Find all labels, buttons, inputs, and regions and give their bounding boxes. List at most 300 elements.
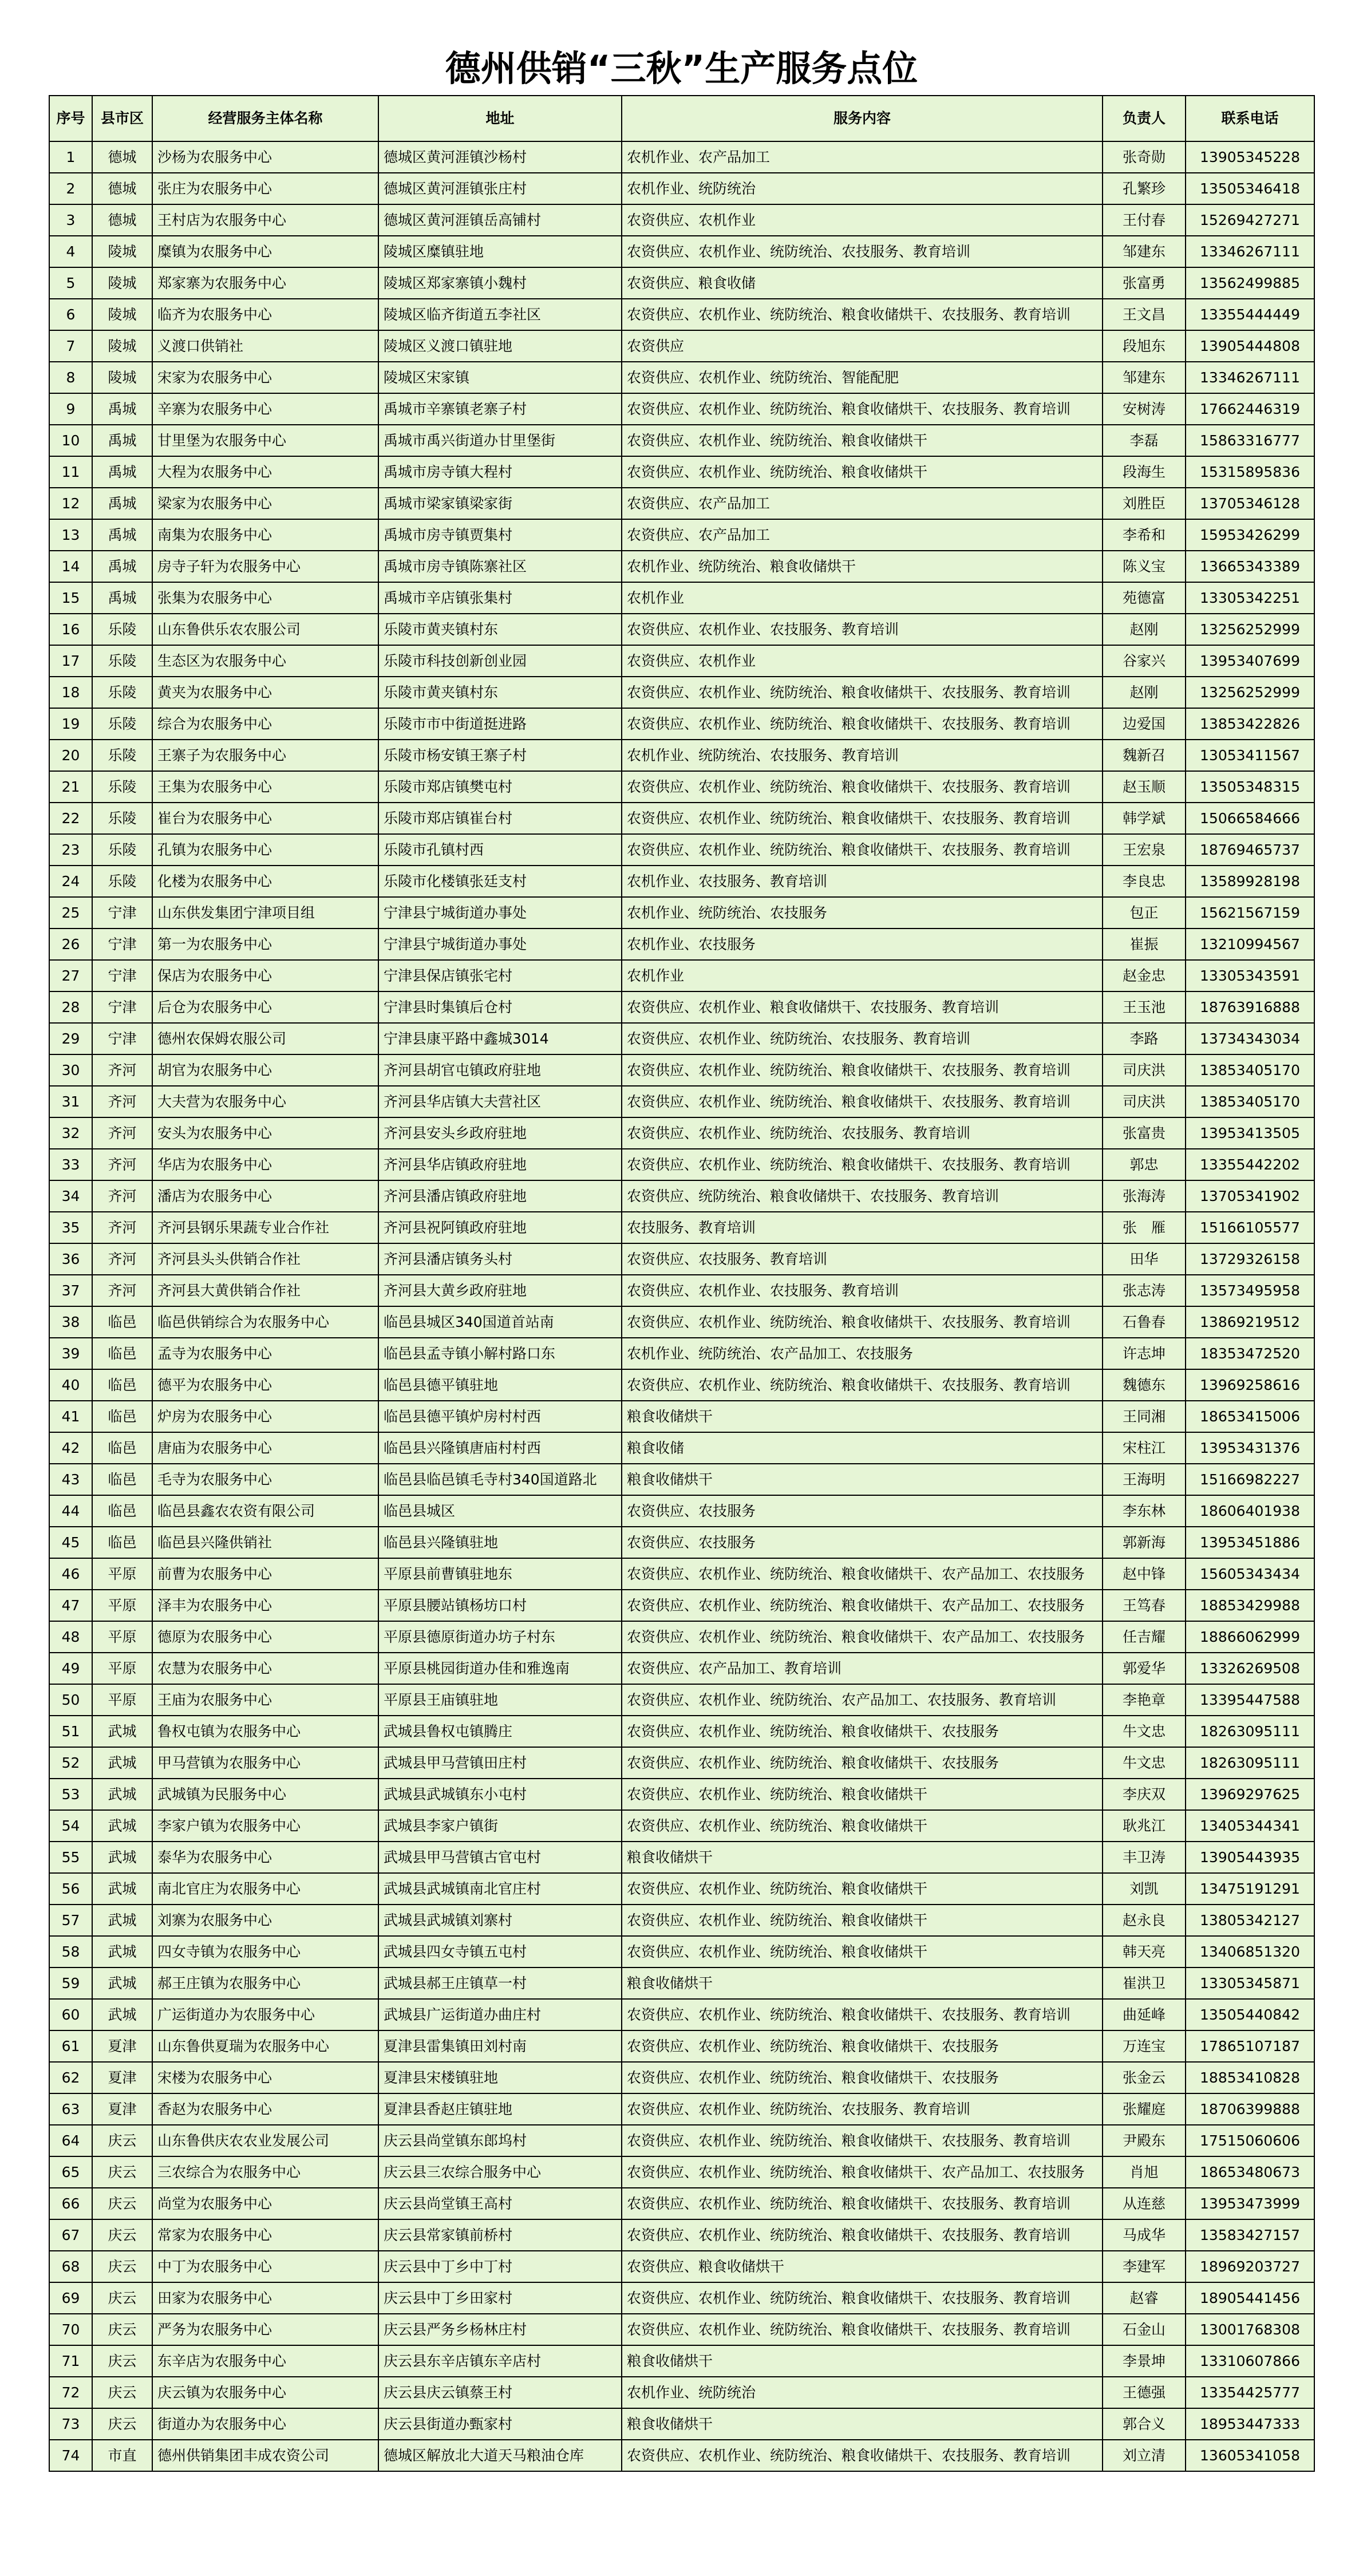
cell-address: 武城县甲马营镇田庄村 bbox=[378, 1747, 622, 1779]
cell-county: 平原 bbox=[92, 1621, 152, 1653]
cell-entity: 潘店为农服务中心 bbox=[152, 1180, 378, 1212]
cell-manager: 王玉池 bbox=[1103, 991, 1186, 1023]
cell-county: 临邑 bbox=[92, 1306, 152, 1338]
cell-index: 61 bbox=[49, 2030, 92, 2062]
table-row bbox=[49, 2188, 1314, 2219]
cell-county: 乐陵 bbox=[92, 740, 152, 771]
cell-county: 乐陵 bbox=[92, 645, 152, 677]
table-row bbox=[49, 1999, 1314, 2030]
cell-county: 夏津 bbox=[92, 2093, 152, 2125]
cell-entity: 张庄为农服务中心 bbox=[152, 173, 378, 204]
cell-index: 60 bbox=[49, 1999, 92, 2030]
cell-phone: 13475191291 bbox=[1186, 1873, 1314, 1905]
cell-county: 临邑 bbox=[92, 1527, 152, 1558]
table-row bbox=[49, 330, 1314, 362]
cell-index: 66 bbox=[49, 2188, 92, 2219]
cell-address: 武城县鲁权屯镇腾庄 bbox=[378, 1716, 622, 1747]
cell-phone: 18763916888 bbox=[1186, 991, 1314, 1023]
cell-manager: 赵刚 bbox=[1103, 614, 1186, 645]
cell-services: 农资供应、农机作业、统防统治、农产品加工、农技服务、教育培训 bbox=[622, 1684, 1103, 1716]
cell-entity: 王寨子为农服务中心 bbox=[152, 740, 378, 771]
table-row bbox=[49, 1180, 1314, 1212]
cell-services: 农资供应、农机作业、统防统治、粮食收储烘干、农技服务、教育培训 bbox=[622, 2440, 1103, 2471]
cell-services: 农机作业、统防统治、粮食收储烘干 bbox=[622, 551, 1103, 582]
cell-county: 临邑 bbox=[92, 1464, 152, 1495]
cell-address: 庆云县中丁乡田家村 bbox=[378, 2282, 622, 2314]
cell-entity: 庆云镇为农服务中心 bbox=[152, 2377, 378, 2408]
cell-county: 德城 bbox=[92, 173, 152, 204]
cell-entity: 刘寨为农服务中心 bbox=[152, 1905, 378, 1936]
cell-manager: 王同湘 bbox=[1103, 1401, 1186, 1432]
cell-county: 齐河 bbox=[92, 1054, 152, 1086]
cell-address: 禹城市房寺镇贾集村 bbox=[378, 519, 622, 551]
table-row bbox=[49, 834, 1314, 866]
cell-index: 11 bbox=[49, 456, 92, 488]
table-row bbox=[49, 740, 1314, 771]
cell-entity: 三农综合为农服务中心 bbox=[152, 2156, 378, 2188]
cell-entity: 中丁为农服务中心 bbox=[152, 2251, 378, 2282]
cell-entity: 甘里堡为农服务中心 bbox=[152, 425, 378, 456]
cell-address: 平原县德原街道办坊子村东 bbox=[378, 1621, 622, 1653]
cell-county: 乐陵 bbox=[92, 614, 152, 645]
cell-county: 宁津 bbox=[92, 1023, 152, 1054]
cell-county: 禹城 bbox=[92, 551, 152, 582]
cell-manager: 李景坤 bbox=[1103, 2345, 1186, 2377]
cell-index: 8 bbox=[49, 362, 92, 393]
cell-address: 宁津县宁城街道办事处 bbox=[378, 929, 622, 960]
cell-services: 农资供应、农机作业、统防统治、粮食收储烘干、农技服务、教育培训 bbox=[622, 2282, 1103, 2314]
cell-phone: 13953413505 bbox=[1186, 1117, 1314, 1149]
cell-address: 武城县甲马营镇古官屯村 bbox=[378, 1842, 622, 1873]
cell-address: 齐河县安头乡政府驻地 bbox=[378, 1117, 622, 1149]
table-row bbox=[49, 1149, 1314, 1180]
cell-entity: 崔台为农服务中心 bbox=[152, 803, 378, 834]
cell-index: 35 bbox=[49, 1212, 92, 1243]
cell-index: 13 bbox=[49, 519, 92, 551]
cell-address: 庆云县庆云镇蔡王村 bbox=[378, 2377, 622, 2408]
table-row bbox=[49, 1779, 1314, 1810]
cell-phone: 18866062999 bbox=[1186, 1621, 1314, 1653]
cell-index: 30 bbox=[49, 1054, 92, 1086]
cell-manager: 魏德东 bbox=[1103, 1369, 1186, 1401]
cell-manager: 许志坤 bbox=[1103, 1338, 1186, 1369]
cell-index: 23 bbox=[49, 834, 92, 866]
cell-phone: 13355444449 bbox=[1186, 299, 1314, 330]
cell-manager: 万连宝 bbox=[1103, 2030, 1186, 2062]
cell-phone: 13405344341 bbox=[1186, 1810, 1314, 1842]
table-row bbox=[49, 2125, 1314, 2156]
cell-entity: 辛寨为农服务中心 bbox=[152, 393, 378, 425]
cell-phone: 13346267111 bbox=[1186, 362, 1314, 393]
cell-phone: 13665343389 bbox=[1186, 551, 1314, 582]
cell-index: 53 bbox=[49, 1779, 92, 1810]
table-row bbox=[49, 1086, 1314, 1117]
table-row bbox=[49, 267, 1314, 299]
cell-address: 临邑县德平镇驻地 bbox=[378, 1369, 622, 1401]
cell-services: 农资供应、农机作业、统防统治、粮食收储烘干、农技服务、教育培训 bbox=[622, 1086, 1103, 1117]
cell-phone: 13505348315 bbox=[1186, 771, 1314, 803]
header-county: 县市区 bbox=[92, 96, 152, 141]
table-row bbox=[49, 519, 1314, 551]
cell-address: 夏津县香赵庄镇驻地 bbox=[378, 2093, 622, 2125]
cell-address: 武城县李家户镇街 bbox=[378, 1810, 622, 1842]
cell-services: 农资供应、粮食收储 bbox=[622, 267, 1103, 299]
cell-index: 38 bbox=[49, 1306, 92, 1338]
cell-county: 武城 bbox=[92, 1747, 152, 1779]
table-row bbox=[49, 1432, 1314, 1464]
cell-address: 乐陵市科技创新创业园 bbox=[378, 645, 622, 677]
cell-county: 禹城 bbox=[92, 488, 152, 519]
cell-manager: 赵刚 bbox=[1103, 677, 1186, 708]
cell-address: 陵城区宋家镇 bbox=[378, 362, 622, 393]
cell-county: 宁津 bbox=[92, 897, 152, 929]
cell-manager: 李良忠 bbox=[1103, 866, 1186, 897]
cell-index: 54 bbox=[49, 1810, 92, 1842]
cell-address: 乐陵市化楼镇张廷支村 bbox=[378, 866, 622, 897]
cell-entity: 大程为农服务中心 bbox=[152, 456, 378, 488]
cell-address: 平原县腰站镇杨坊口村 bbox=[378, 1590, 622, 1621]
cell-county: 陵城 bbox=[92, 299, 152, 330]
cell-address: 禹城市梁家镇梁家街 bbox=[378, 488, 622, 519]
cell-entity: 严务为农服务中心 bbox=[152, 2314, 378, 2345]
cell-entity: 孟寺为农服务中心 bbox=[152, 1338, 378, 1369]
cell-phone: 13395447588 bbox=[1186, 1684, 1314, 1716]
cell-county: 平原 bbox=[92, 1558, 152, 1590]
cell-county: 庆云 bbox=[92, 2345, 152, 2377]
cell-services: 农资供应、农机作业、统防统治、粮食收储烘干、农产品加工、农技服务 bbox=[622, 1558, 1103, 1590]
cell-services: 农资供应、农技服务 bbox=[622, 1527, 1103, 1558]
cell-address: 陵城区糜镇驻地 bbox=[378, 236, 622, 267]
cell-index: 45 bbox=[49, 1527, 92, 1558]
cell-index: 55 bbox=[49, 1842, 92, 1873]
cell-address: 禹城市房寺镇大程村 bbox=[378, 456, 622, 488]
table-row bbox=[49, 2314, 1314, 2345]
cell-county: 武城 bbox=[92, 1936, 152, 1967]
table-row bbox=[49, 1212, 1314, 1243]
cell-phone: 13969297625 bbox=[1186, 1779, 1314, 1810]
cell-services: 农资供应、农机作业、统防统治、粮食收储烘干 bbox=[622, 425, 1103, 456]
cell-services: 农资供应、农机作业、统防统治、农技服务、教育培训 bbox=[622, 2093, 1103, 2125]
cell-index: 24 bbox=[49, 866, 92, 897]
cell-index: 39 bbox=[49, 1338, 92, 1369]
cell-address: 齐河县潘店镇政府驻地 bbox=[378, 1180, 622, 1212]
cell-services: 农资供应、农机作业、统防统治、粮食收储烘干、农技服务、教育培训 bbox=[622, 2314, 1103, 2345]
cell-entity: 糜镇为农服务中心 bbox=[152, 236, 378, 267]
cell-manager: 王宏泉 bbox=[1103, 834, 1186, 866]
cell-manager: 张海涛 bbox=[1103, 1180, 1186, 1212]
cell-entity: 泰华为农服务中心 bbox=[152, 1842, 378, 1873]
cell-entity: 郝王庄镇为农服务中心 bbox=[152, 1967, 378, 1999]
cell-phone: 18853429988 bbox=[1186, 1590, 1314, 1621]
cell-index: 63 bbox=[49, 2093, 92, 2125]
cell-services: 农资供应、农机作业、统防统治、粮食收储烘干、农技服务、教育培训 bbox=[622, 1149, 1103, 1180]
cell-entity: 齐河县钢乐果蔬专业合作社 bbox=[152, 1212, 378, 1243]
cell-entity: 临齐为农服务中心 bbox=[152, 299, 378, 330]
cell-manager: 张富勇 bbox=[1103, 267, 1186, 299]
table-row bbox=[49, 1243, 1314, 1275]
cell-entity: 郑家寨为农服务中心 bbox=[152, 267, 378, 299]
header-phone: 联系电话 bbox=[1186, 96, 1314, 141]
cell-entity: 孔镇为农服务中心 bbox=[152, 834, 378, 866]
cell-county: 临邑 bbox=[92, 1338, 152, 1369]
cell-county: 陵城 bbox=[92, 267, 152, 299]
cell-county: 平原 bbox=[92, 1590, 152, 1621]
cell-county: 齐河 bbox=[92, 1212, 152, 1243]
cell-county: 陵城 bbox=[92, 362, 152, 393]
cell-services: 农资供应、农产品加工 bbox=[622, 488, 1103, 519]
cell-entity: 李家户镇为农服务中心 bbox=[152, 1810, 378, 1842]
cell-county: 武城 bbox=[92, 1810, 152, 1842]
cell-phone: 17662446319 bbox=[1186, 393, 1314, 425]
cell-county: 庆云 bbox=[92, 2156, 152, 2188]
cell-address: 禹城市禹兴街道办甘里堡街 bbox=[378, 425, 622, 456]
cell-phone: 13256252999 bbox=[1186, 677, 1314, 708]
table-row bbox=[49, 2030, 1314, 2062]
cell-county: 禹城 bbox=[92, 582, 152, 614]
cell-address: 德城区黄河涯镇张庄村 bbox=[378, 173, 622, 204]
cell-services: 农资供应、农机作业、统防统治、粮食收储烘干、农技服务、教育培训 bbox=[622, 1369, 1103, 1401]
cell-phone: 13729326158 bbox=[1186, 1243, 1314, 1275]
cell-phone: 13905443935 bbox=[1186, 1842, 1314, 1873]
cell-county: 禹城 bbox=[92, 519, 152, 551]
cell-entity: 毛寺为农服务中心 bbox=[152, 1464, 378, 1495]
cell-address: 齐河县华店镇政府驻地 bbox=[378, 1149, 622, 1180]
cell-services: 农资供应、农机作业 bbox=[622, 204, 1103, 236]
cell-services: 农资供应、农机作业、统防统治、粮食收储烘干 bbox=[622, 1810, 1103, 1842]
cell-county: 临邑 bbox=[92, 1432, 152, 1464]
cell-manager: 包正 bbox=[1103, 897, 1186, 929]
cell-county: 齐河 bbox=[92, 1180, 152, 1212]
table-row bbox=[49, 1747, 1314, 1779]
cell-phone: 15166982227 bbox=[1186, 1464, 1314, 1495]
cell-entity: 广运街道办为农服务中心 bbox=[152, 1999, 378, 2030]
cell-address: 乐陵市郑店镇崔台村 bbox=[378, 803, 622, 834]
cell-services: 农资供应、农技服务 bbox=[622, 1495, 1103, 1527]
cell-index: 73 bbox=[49, 2408, 92, 2440]
cell-manager: 司庆洪 bbox=[1103, 1086, 1186, 1117]
cell-address: 夏津县宋楼镇驻地 bbox=[378, 2062, 622, 2093]
cell-phone: 13256252999 bbox=[1186, 614, 1314, 645]
table-row bbox=[49, 173, 1314, 204]
cell-phone: 13953431376 bbox=[1186, 1432, 1314, 1464]
cell-entity: 甲马营镇为农服务中心 bbox=[152, 1747, 378, 1779]
cell-manager: 刘胜臣 bbox=[1103, 488, 1186, 519]
cell-county: 乐陵 bbox=[92, 771, 152, 803]
cell-phone: 13805342127 bbox=[1186, 1905, 1314, 1936]
cell-county: 武城 bbox=[92, 1873, 152, 1905]
cell-services: 农资供应、农机作业、统防统治、粮食收储烘干、农技服务、教育培训 bbox=[622, 677, 1103, 708]
cell-manager: 邹建东 bbox=[1103, 362, 1186, 393]
cell-index: 65 bbox=[49, 2156, 92, 2188]
cell-manager: 牛文忠 bbox=[1103, 1716, 1186, 1747]
cell-county: 夏津 bbox=[92, 2030, 152, 2062]
cell-manager: 石金山 bbox=[1103, 2314, 1186, 2345]
cell-entity: 泽丰为农服务中心 bbox=[152, 1590, 378, 1621]
cell-entity: 农慧为农服务中心 bbox=[152, 1653, 378, 1684]
cell-address: 庆云县尚堂镇王高村 bbox=[378, 2188, 622, 2219]
table-row bbox=[49, 771, 1314, 803]
cell-phone: 13705346128 bbox=[1186, 488, 1314, 519]
cell-address: 武城县武城镇南北官庄村 bbox=[378, 1873, 622, 1905]
cell-address: 庆云县尚堂镇东郎坞村 bbox=[378, 2125, 622, 2156]
cell-address: 临邑县孟寺镇小解村路口东 bbox=[378, 1338, 622, 1369]
cell-phone: 15315895836 bbox=[1186, 456, 1314, 488]
cell-county: 庆云 bbox=[92, 2377, 152, 2408]
cell-manager: 张耀庭 bbox=[1103, 2093, 1186, 2125]
cell-county: 齐河 bbox=[92, 1243, 152, 1275]
cell-services: 农资供应、农机作业、统防统治、粮食收储烘干 bbox=[622, 1873, 1103, 1905]
table-row bbox=[49, 2251, 1314, 2282]
cell-services: 农资供应、农机作业、统防统治、粮食收储烘干、农技服务、教育培训 bbox=[622, 708, 1103, 740]
cell-index: 57 bbox=[49, 1905, 92, 1936]
cell-entity: 德州农保姆农服公司 bbox=[152, 1023, 378, 1054]
cell-index: 51 bbox=[49, 1716, 92, 1747]
cell-address: 乐陵市黄夹镇村东 bbox=[378, 614, 622, 645]
cell-manager: 石鲁春 bbox=[1103, 1306, 1186, 1338]
table-row bbox=[49, 1117, 1314, 1149]
table-row bbox=[49, 960, 1314, 991]
cell-address: 陵城区义渡口镇驻地 bbox=[378, 330, 622, 362]
cell-address: 武城县武城镇刘寨村 bbox=[378, 1905, 622, 1936]
cell-entity: 王集为农服务中心 bbox=[152, 771, 378, 803]
cell-services: 农资供应、农机作业、统防统治、粮食收储烘干、农技服务、教育培训 bbox=[622, 2125, 1103, 2156]
cell-manager: 张富贵 bbox=[1103, 1117, 1186, 1149]
table-row bbox=[49, 1401, 1314, 1432]
cell-entity: 胡官为农服务中心 bbox=[152, 1054, 378, 1086]
cell-index: 48 bbox=[49, 1621, 92, 1653]
table-row bbox=[49, 488, 1314, 519]
cell-county: 武城 bbox=[92, 1842, 152, 1873]
cell-phone: 13053411567 bbox=[1186, 740, 1314, 771]
cell-services: 农资供应、农机作业、统防统治、粮食收储烘干、农技服务 bbox=[622, 2030, 1103, 2062]
cell-services: 农机作业、统防统治 bbox=[622, 173, 1103, 204]
cell-entity: 第一为农服务中心 bbox=[152, 929, 378, 960]
cell-index: 14 bbox=[49, 551, 92, 582]
cell-phone: 18853410828 bbox=[1186, 2062, 1314, 2093]
cell-services: 农资供应、农机作业、统防统治、粮食收储烘干、农产品加工、农技服务 bbox=[622, 1590, 1103, 1621]
cell-services: 农资供应、农机作业、统防统治、农技服务、教育培训 bbox=[622, 1117, 1103, 1149]
table-body bbox=[49, 141, 1314, 2471]
table-row bbox=[49, 204, 1314, 236]
cell-services: 农机作业、统防统治、农技服务、教育培训 bbox=[622, 740, 1103, 771]
cell-services: 农机作业、农技服务 bbox=[622, 929, 1103, 960]
cell-address: 齐河县潘店镇务头村 bbox=[378, 1243, 622, 1275]
cell-address: 临邑县临邑镇毛寺村340国道路北 bbox=[378, 1464, 622, 1495]
cell-manager: 王付春 bbox=[1103, 204, 1186, 236]
cell-address: 庆云县东辛店镇东辛店村 bbox=[378, 2345, 622, 2377]
cell-index: 16 bbox=[49, 614, 92, 645]
cell-address: 陵城区临齐街道五李社区 bbox=[378, 299, 622, 330]
cell-index: 41 bbox=[49, 1401, 92, 1432]
table-row bbox=[49, 2062, 1314, 2093]
cell-manager: 王海明 bbox=[1103, 1464, 1186, 1495]
cell-county: 武城 bbox=[92, 1999, 152, 2030]
cell-phone: 13305343591 bbox=[1186, 960, 1314, 991]
cell-phone: 13001768308 bbox=[1186, 2314, 1314, 2345]
cell-county: 武城 bbox=[92, 1967, 152, 1999]
cell-county: 宁津 bbox=[92, 929, 152, 960]
table-row bbox=[49, 1684, 1314, 1716]
table-row bbox=[49, 1905, 1314, 1936]
cell-manager: 段海生 bbox=[1103, 456, 1186, 488]
cell-phone: 15953426299 bbox=[1186, 519, 1314, 551]
cell-entity: 房寺子轩为农服务中心 bbox=[152, 551, 378, 582]
cell-county: 武城 bbox=[92, 1716, 152, 1747]
cell-county: 乐陵 bbox=[92, 803, 152, 834]
cell-services: 农资供应、农机作业、统防统治、粮食收储烘干、农技服务、教育培训 bbox=[622, 1306, 1103, 1338]
cell-manager: 李磊 bbox=[1103, 425, 1186, 456]
cell-entity: 山东鲁供庆农农业发展公司 bbox=[152, 2125, 378, 2156]
cell-phone: 15605343434 bbox=[1186, 1558, 1314, 1590]
cell-services: 农机作业 bbox=[622, 960, 1103, 991]
cell-entity: 德原为农服务中心 bbox=[152, 1621, 378, 1653]
cell-county: 德城 bbox=[92, 141, 152, 173]
cell-address: 临邑县城区 bbox=[378, 1495, 622, 1527]
cell-manager: 李路 bbox=[1103, 1023, 1186, 1054]
cell-manager: 安树涛 bbox=[1103, 393, 1186, 425]
table-row bbox=[49, 582, 1314, 614]
cell-entity: 宋楼为农服务中心 bbox=[152, 2062, 378, 2093]
cell-services: 农资供应 bbox=[622, 330, 1103, 362]
cell-services: 农资供应、农机作业、统防统治、粮食收储烘干、农技服务 bbox=[622, 2062, 1103, 2093]
table-row bbox=[49, 1621, 1314, 1653]
cell-services: 农资供应、农机作业、粮食收储烘干、农技服务、教育培训 bbox=[622, 991, 1103, 1023]
cell-index: 68 bbox=[49, 2251, 92, 2282]
cell-phone: 13562499885 bbox=[1186, 267, 1314, 299]
table-header-row bbox=[49, 96, 1314, 141]
table-row bbox=[49, 991, 1314, 1023]
cell-manager: 田华 bbox=[1103, 1243, 1186, 1275]
cell-services: 农资供应、农机作业、统防统治、粮食收储烘干、农技服务、教育培训 bbox=[622, 803, 1103, 834]
table-row bbox=[49, 1653, 1314, 1684]
cell-address: 乐陵市黄夹镇村东 bbox=[378, 677, 622, 708]
cell-phone: 17865107187 bbox=[1186, 2030, 1314, 2062]
table-row bbox=[49, 1558, 1314, 1590]
cell-services: 农技服务、教育培训 bbox=[622, 1212, 1103, 1243]
table-row bbox=[49, 1590, 1314, 1621]
table-row bbox=[49, 1810, 1314, 1842]
cell-phone: 15066584666 bbox=[1186, 803, 1314, 834]
cell-services: 农资供应、农机作业、统防统治、粮食收储烘干、农技服务 bbox=[622, 1716, 1103, 1747]
cell-entity: 南北官庄为农服务中心 bbox=[152, 1873, 378, 1905]
cell-index: 28 bbox=[49, 991, 92, 1023]
table-row bbox=[49, 1275, 1314, 1306]
cell-phone: 18706399888 bbox=[1186, 2093, 1314, 2125]
cell-county: 庆云 bbox=[92, 2314, 152, 2345]
cell-manager: 张 雁 bbox=[1103, 1212, 1186, 1243]
cell-index: 25 bbox=[49, 897, 92, 929]
cell-address: 庆云县三农综合服务中心 bbox=[378, 2156, 622, 2188]
cell-county: 庆云 bbox=[92, 2282, 152, 2314]
cell-entity: 山东鲁供乐农农服公司 bbox=[152, 614, 378, 645]
table-row bbox=[49, 708, 1314, 740]
cell-county: 齐河 bbox=[92, 1275, 152, 1306]
cell-county: 乐陵 bbox=[92, 834, 152, 866]
cell-address: 禹城市房寺镇陈寨社区 bbox=[378, 551, 622, 582]
cell-index: 33 bbox=[49, 1149, 92, 1180]
cell-phone: 13953473999 bbox=[1186, 2188, 1314, 2219]
cell-county: 乐陵 bbox=[92, 708, 152, 740]
cell-county: 庆云 bbox=[92, 2188, 152, 2219]
cell-entity: 生态区为农服务中心 bbox=[152, 645, 378, 677]
cell-address: 德城区黄河涯镇沙杨村 bbox=[378, 141, 622, 173]
cell-manager: 李建军 bbox=[1103, 2251, 1186, 2282]
cell-manager: 郭合义 bbox=[1103, 2408, 1186, 2440]
cell-county: 临邑 bbox=[92, 1401, 152, 1432]
cell-services: 农资供应、农机作业、农技服务、教育培训 bbox=[622, 614, 1103, 645]
table-row bbox=[49, 551, 1314, 582]
table-row bbox=[49, 897, 1314, 929]
